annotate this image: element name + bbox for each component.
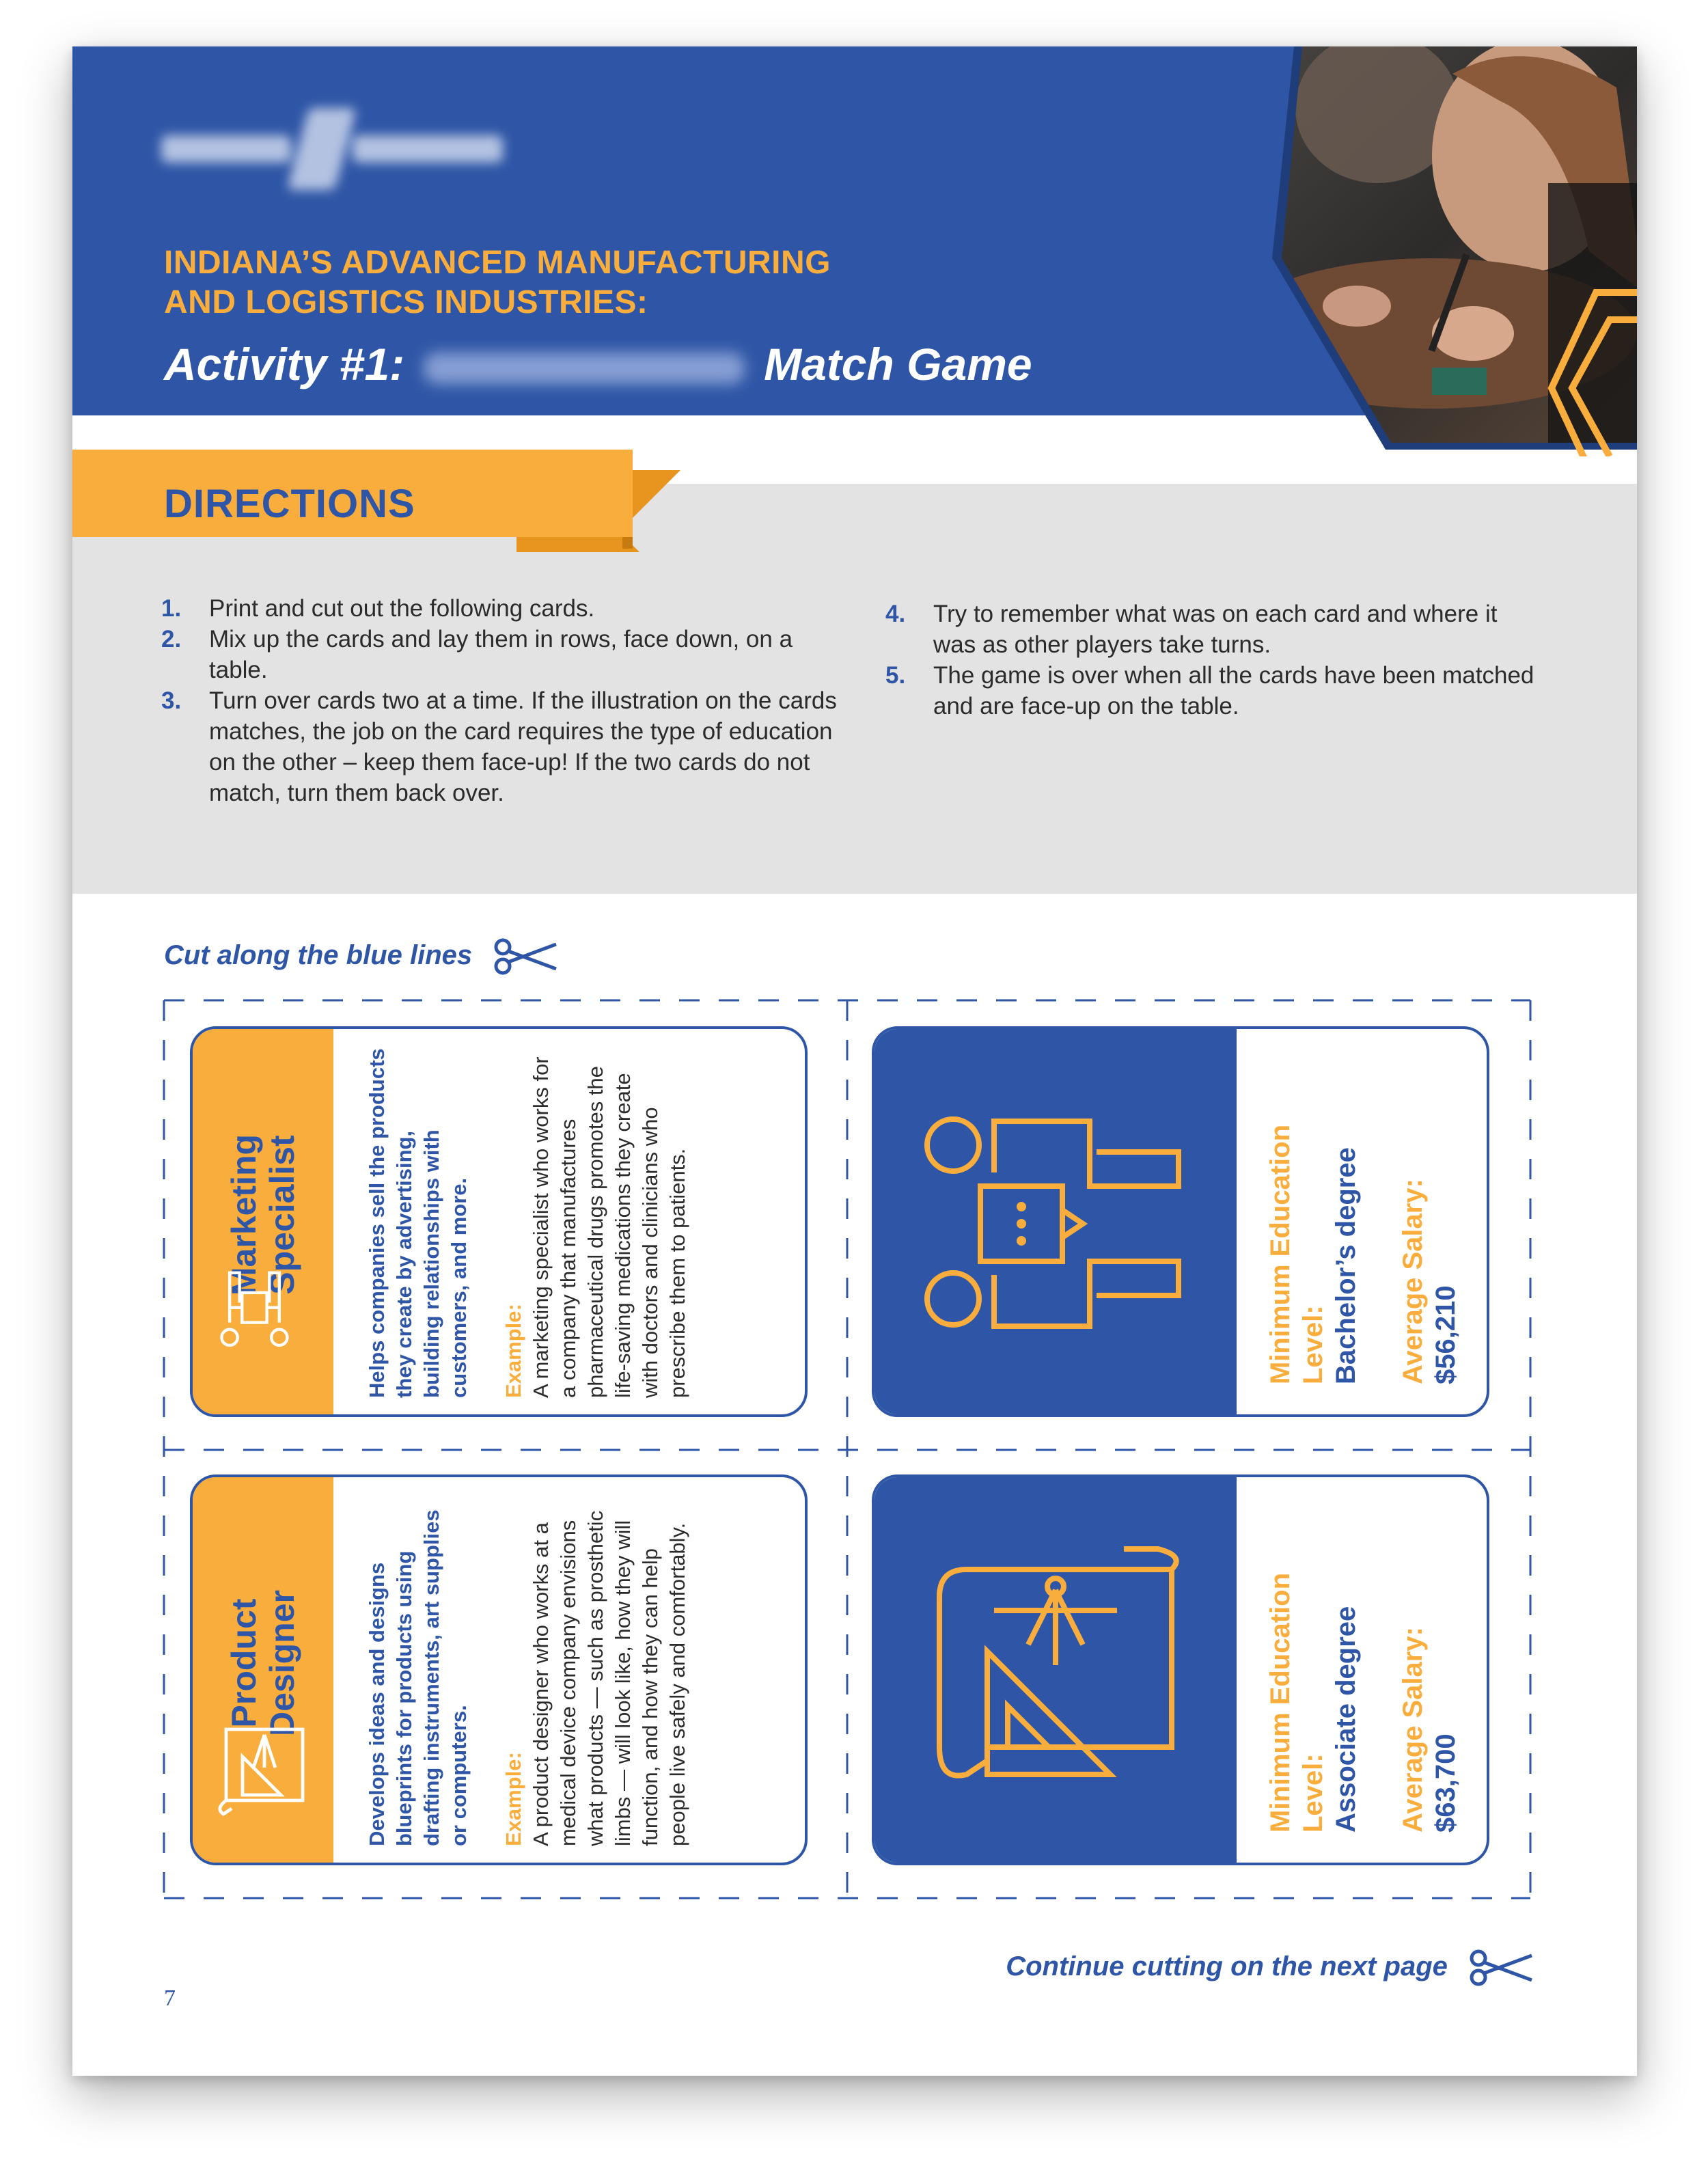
education-label: Minimum Education Level: [1265, 1125, 1328, 1384]
salary-label: Average Salary: [1398, 1179, 1428, 1384]
job-title-line-2: Specialist [263, 1135, 301, 1295]
two-people-talking-icon [912, 1094, 1199, 1354]
scissors-icon [1469, 1949, 1534, 1987]
worksheet-page [72, 46, 1637, 2076]
step-number: 5. [885, 662, 906, 689]
salary-label: Average Salary: [1398, 1627, 1428, 1833]
salary-value: $63,700 [1431, 1733, 1461, 1833]
step-text: Try to remember what was on each card and where it was as other players take turns. [933, 601, 1498, 658]
directions-heading: DIRECTIONS [164, 482, 415, 526]
continue-instruction-text: Continue cutting on the next page [1006, 1951, 1448, 1981]
education-salary-rotated [1264, 1056, 1469, 1384]
example-label: Example: [501, 1304, 525, 1398]
title-prefix: Activity #1: [164, 339, 405, 389]
job-title-line-1: Product [225, 1598, 263, 1728]
card-marketing-education[interactable] [872, 1026, 1489, 1417]
job-title-line-1: Marketing [225, 1134, 263, 1296]
title-suffix: Match Game [764, 339, 1032, 389]
blueprint-drafting-icon [210, 1716, 319, 1819]
education-value: Associate degree [1331, 1606, 1361, 1833]
job-summary: Develops ideas and designs blueprints for products using drafting instruments, art supplies or computers. [365, 1509, 471, 1846]
job-title-line-2: Designer [263, 1590, 301, 1736]
education-value: Bachelor’s degree [1331, 1147, 1361, 1384]
step-text: Mix up the cards and lay them in rows, face down, on a table. [209, 626, 793, 683]
card-marketing-specialist[interactable] [190, 1026, 808, 1417]
step-text: Print and cut out the following cards. [209, 595, 595, 622]
card-product-designer[interactable] [190, 1474, 808, 1865]
example-text: A product designer who works at a medical device company envisions what products — such as prosthetic limbs — will look like, how they will function, and how they can help people live safely and comfortably. [529, 1510, 689, 1846]
education-salary-rotated [1264, 1505, 1469, 1833]
step-number: 1. [161, 595, 182, 622]
education-label: Minimum Education Level: [1265, 1573, 1328, 1833]
step-text: Turn over cards two at a time. If the illustration on the cards matches, the job on the card requires the type of education on the other – keep them face-up! If the two cards do not match, turn them back over. [209, 687, 837, 806]
card-description-rotated [363, 1043, 801, 1398]
blueprint-drafting-icon [912, 1542, 1199, 1802]
step-number: 4. [885, 601, 906, 627]
cut-instruction-text: Cut along the blue lines [164, 940, 473, 970]
card-description-rotated [363, 1491, 801, 1846]
continue-instruction [961, 1946, 1534, 1987]
subtitle-line-2: AND LOGISTICS INDUSTRIES: [164, 284, 648, 320]
two-people-talking-icon [210, 1261, 319, 1364]
step-text: The game is over when all the cards have been matched and are face-up on the table. [933, 662, 1534, 719]
salary-value: $56,210 [1431, 1285, 1461, 1384]
job-summary: Helps companies sell the products they create by advertising, building relationships with customers, and more. [365, 1048, 471, 1398]
card-designer-education[interactable] [872, 1474, 1489, 1865]
step-number: 2. [161, 626, 182, 653]
subtitle-line-1: INDIANA’S ADVANCED MANUFACTURING [164, 245, 831, 281]
step-number: 3. [161, 687, 182, 714]
page-number: 7 [164, 1986, 176, 2011]
example-label: Example: [501, 1752, 525, 1846]
example-text: A marketing specialist who works for a company that manufactures pharmaceutical drugs promotes the life-saving medications they create with doctors and clinicians who prescribe them to patients. [529, 1056, 689, 1398]
